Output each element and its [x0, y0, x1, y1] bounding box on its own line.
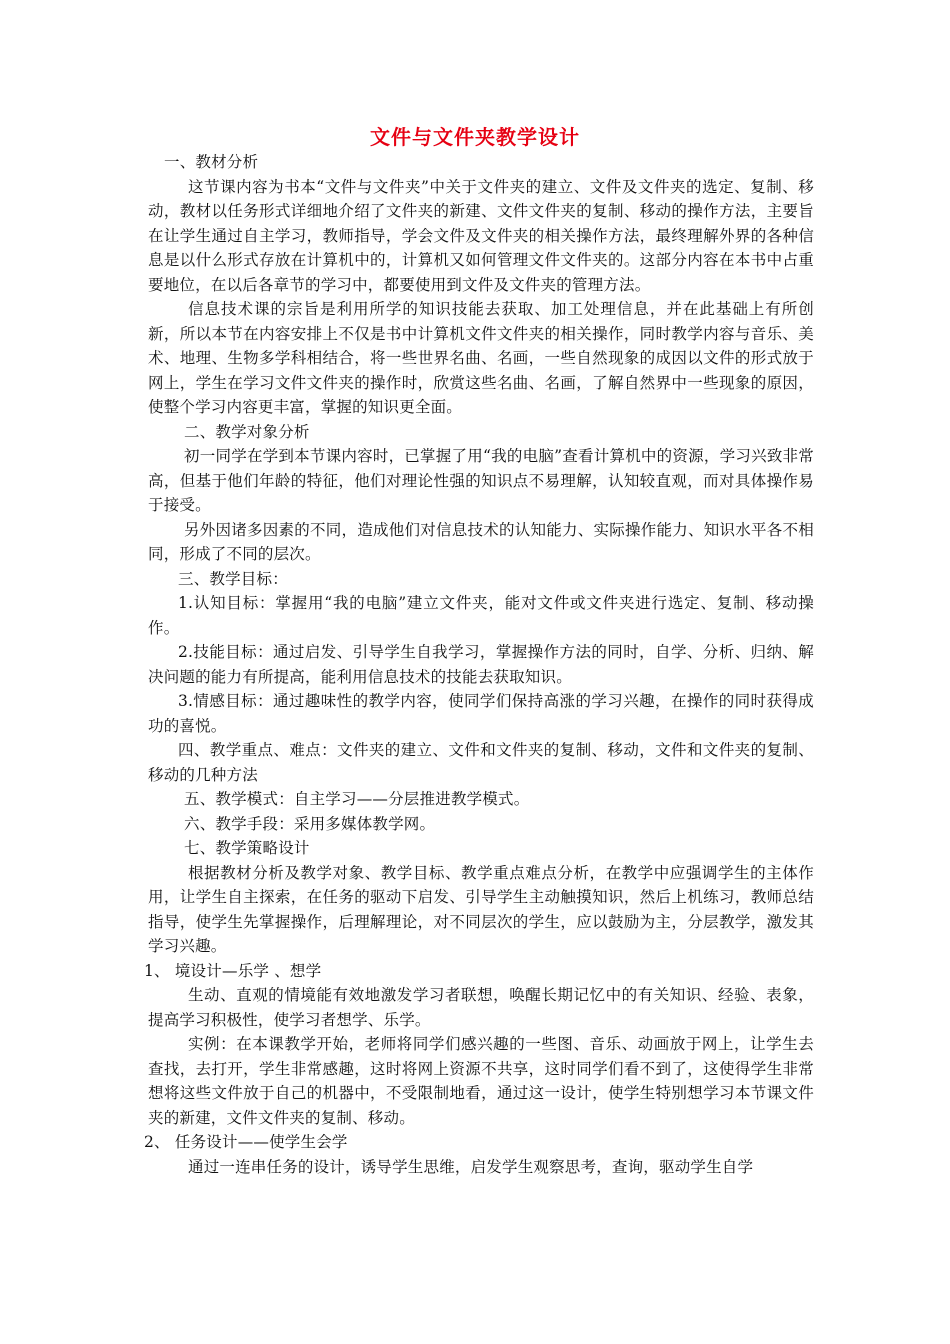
goal-skill: 2.技能目标：通过启发、引导学生自我学习，掌握操作方法的同时，自学、分析、归纳、解决问题的能力有所提高，能利用信息技术的技能去获取知识。 — [148, 643, 814, 686]
section-key-points: 四、教学重点、难点：文件夹的建立、文件和文件夹的复制、移动，文件和文件夹的复制、移动的几种方法 — [148, 741, 814, 784]
goal-cognitive: 1.认知目标：掌握用“我的电脑”建立文件夹，能对文件或文件夹进行选定、复制、移动操作。 — [148, 594, 814, 637]
section-teaching-means: 六、教学手段：采用多媒体教学网。 — [184, 814, 436, 833]
paragraph-situation-design-example: 实例：在本课教学开始，老师将同学们感兴趣的一些图、音乐、动画放于网上，让学生去查找，去打开，学生非常感趣，这时将网上资源不共享，这时同学们看不到了，这使得学生非常想将这些文件放于自己的机器中，不受限制地看，通过这一设计，使学生特别想学习本节课文件夹的新建，文件文件夹的复制、移动。 — [148, 1035, 814, 1127]
item-heading-situation-design: 1、 境设计—乐学 、想学 — [144, 961, 322, 980]
paragraph-strategy: 根据教材分析及教学对象、教学目标、教学重点难点分析，在教学中应强调学生的主体作用，让学生自主探索，在任务的驱动下启发、引导学生主动触摸知识，然后上机练习，教师总结指导，使学生先掌握操作，后理解理论，对不同层次的学生，应以鼓励为主，分层教学，激发其学习兴趣。 — [148, 863, 814, 955]
item-heading-task-design: 2、 任务设计——使学生会学 — [144, 1133, 348, 1151]
paragraph-situation-design-1: 生动、直观的情境能有效地激发学习者联想，唤醒长期记忆中的有关知识、经验、表象，提高学习积极性，使学习者想学、乐学。 — [148, 986, 814, 1029]
section-heading-teaching-goals: 三、教学目标： — [178, 569, 288, 588]
section-heading-student-analysis: 二、教学对象分析 — [184, 422, 310, 441]
section-teaching-mode: 五、教学模式：自主学习——分层推进教学模式。 — [184, 790, 530, 808]
paragraph-textbook-analysis-1: 这节课内容为书本“文件与文件夹”中关于文件夹的建立、文件及文件夹的选定、复制、移动，教材以任务形式详细地介绍了文件夹的新建、文件文件夹的复制、移动的操作方法，主要旨在让学生通过自主学习，教师指导，学会文件及文件夹的相关操作方法，最终理解外界的各种信息是以什么形式存放在计算机中的，计算机又如何管理文件文件夹的。这部分内容在本书中占重要地位，在以后各章节的学习中，都要使用到文件及文件夹的管理方法。 — [148, 177, 814, 294]
goal-emotional: 3.情感目标：通过趣味性的教学内容，使同学们保持高涨的学习兴趣，在操作的同时获得成功的喜悦。 — [148, 692, 814, 735]
section-heading-textbook-analysis: 一、教材分析 — [164, 153, 259, 171]
document-body — [144, 150, 814, 1179]
paragraph-student-analysis-1: 初一同学在学到本节课内容时，已掌握了用“我的电脑”查看计算机中的资源，学习兴致非常高，但基于他们年龄的特征，他们对理论性强的知识点不易理解，认知较直观，而对具体操作易于接受。 — [148, 447, 814, 514]
paragraph-student-analysis-2: 另外因诸多因素的不同，造成他们对信息技术的认知能力、实际操作能力、知识水平各不相同，形成了不同的层次。 — [148, 520, 814, 563]
section-heading-strategy: 七、教学策略设计 — [184, 839, 310, 857]
paragraph-task-design-1: 通过一连串任务的设计，诱导学生思维，启发学生观察思考，查询，驱动学生自学 — [188, 1157, 754, 1176]
paragraph-textbook-analysis-2: 信息技术课的宗旨是利用所学的知识技能去获取、加工处理信息，并在此基础上有所创新，所以本节在内容安排上不仅是书中计算机文件文件夹的相关操作，同时教学内容与音乐、美术、地理、生物多学科相结合，将一些世界名曲、名画，一些自然现象的成因以文件的形式放于网上，学生在学习文件文件夹的操作时，欣赏这些名曲、名画，了解自然界中一些现象的原因，使整个学习内容更丰富，掌握的知识更全面。 — [148, 300, 814, 416]
document-title: 文件与文件夹教学设计 — [370, 125, 580, 149]
